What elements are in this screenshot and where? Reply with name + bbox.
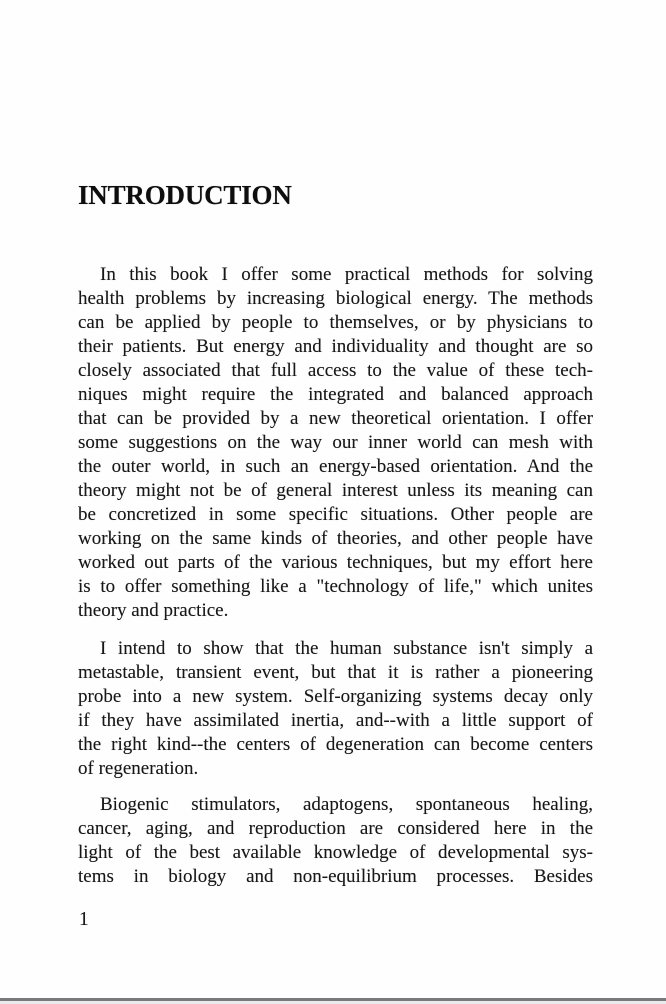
text-line: their patients. But energy and individuality and thought are so [78,336,593,357]
text-line: theory and practice. [78,600,229,621]
text-line: In this book I offer some practical methods for solving [100,264,593,285]
paragraph [78,637,593,781]
text-line: is to offer something like a "technology of life," which unites [78,576,593,597]
chapter-heading: INTRODUCTION [78,180,292,210]
text-line: of regeneration. [78,758,199,779]
paragraph [78,263,593,623]
text-line: I intend to show that the human substance isn't simply a [100,638,593,659]
text-line: niques might require the integrated and balanced approach [78,384,593,405]
text-line: be concretized in some specific situations. Other people are [78,504,593,525]
text-line: the outer world, in such an energy-based orientation. And the [78,456,593,477]
text-line: closely associated that full access to the value of these tech- [78,360,593,381]
text-line: health problems by increasing biological energy. The methods [78,288,593,309]
text-line: if they have assimilated inertia, and--with a little support of [78,710,593,731]
text-line: the right kind--the centers of degeneration can become centers [78,734,593,755]
text-line: tems in biology and non-equilibrium processes. Besides [78,866,593,887]
text-line: light of the best available knowledge of developmental sys- [78,842,593,863]
text-line: that can be provided by a new theoretical orientation. I offer [78,408,593,429]
text-line: cancer, aging, and reproduction are considered here in the [78,818,593,839]
text-line: probe into a new system. Self-organizing systems decay only [78,686,593,707]
text-line: some suggestions on the way our inner world can mesh with [78,432,593,453]
scan-edge-strip [0,1001,666,1004]
text-line: can be applied by people to themselves, or by physicians to [78,312,593,333]
text-line: working on the same kinds of theories, and other people have [78,528,593,549]
text-line: worked out parts of the various techniques, but my effort here [78,552,593,573]
text-line: theory might not be of general interest unless its meaning can [78,480,593,501]
text-line: Biogenic stimulators, adaptogens, spontaneous healing, [100,794,593,815]
page-number: 1 [79,909,89,930]
paragraph [78,793,593,889]
text-line: metastable, transient event, but that it is rather a pioneering [78,662,593,683]
